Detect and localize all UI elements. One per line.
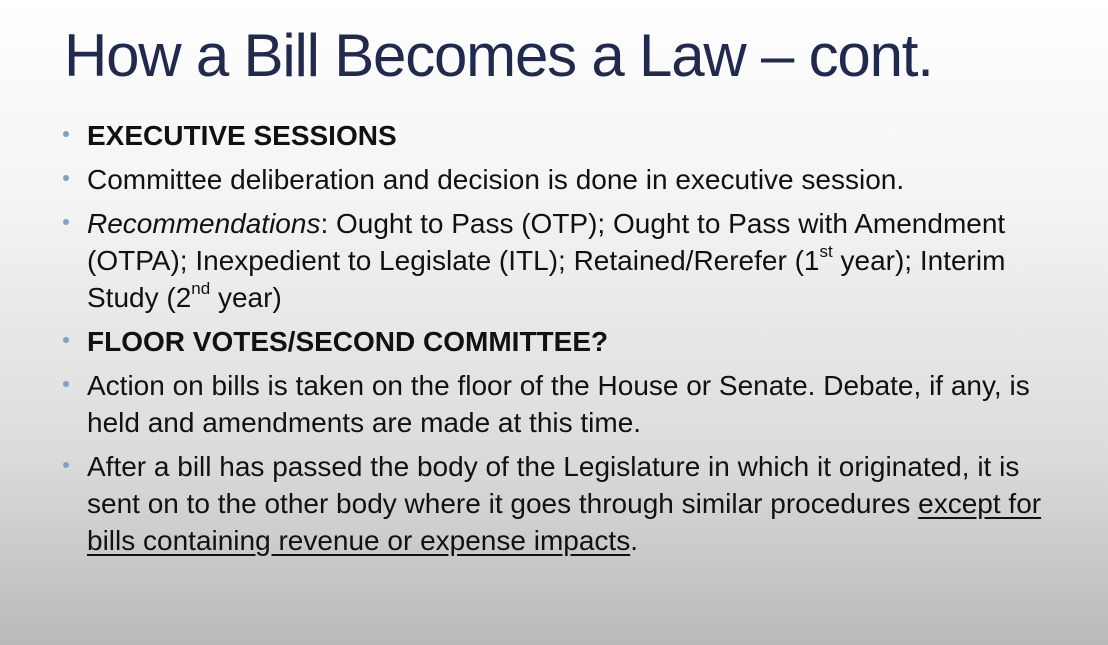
bullet-dot-icon: [63, 337, 69, 343]
bullet-recommendations: [60, 205, 1060, 316]
committee-deliberation-text: Committee deliberation and decision is done in executive session.: [87, 164, 905, 195]
other-body-text: After a bill has passed the body of the Legislature in which it originated, it is sent on to the other body where it goes through similar procedures: [87, 451, 1020, 519]
bullet-committee-deliberation: [60, 161, 1060, 198]
bullet-floor-votes: [60, 323, 1060, 360]
superscript-nd: nd: [191, 278, 211, 298]
heading-floor-votes: FLOOR VOTES/SECOND COMMITTEE?: [87, 326, 609, 357]
bullet-dot-icon: [63, 219, 69, 225]
slide-title: How a Bill Becomes a Law – cont.: [64, 22, 933, 89]
recommendations-text-c: year): [210, 282, 282, 313]
bullet-dot-icon: [63, 381, 69, 387]
bullet-dot-icon: [63, 462, 69, 468]
bullet-dot-icon: [63, 175, 69, 181]
bullet-dot-icon: [63, 131, 69, 137]
recommendations-label: Recommendations: [87, 208, 321, 239]
bullet-list: [60, 117, 1060, 566]
bullet-other-body: [60, 448, 1060, 559]
heading-executive-sessions: EXECUTIVE SESSIONS: [87, 120, 397, 151]
bullet-executive-sessions: [60, 117, 1060, 154]
recommendations-text-a: : Ought to Pass (OTP); Ought to Pass with Amendment (OTPA); Inexpedient to Legislate (ITL); Retained/Rerefer (1: [87, 208, 1006, 276]
floor-action-text: Action on bills is taken on the floor of the House or Senate. Debate, if any, is held and amendments are made at this time.: [87, 370, 1030, 438]
superscript-st: st: [819, 241, 833, 261]
revenue-exception-text: except for bills containing revenue or expense impacts: [87, 488, 1042, 556]
other-body-end: .: [630, 525, 638, 556]
recommendations-text-b: year); Interim Study (2: [87, 245, 1006, 313]
bullet-floor-action: [60, 367, 1060, 441]
